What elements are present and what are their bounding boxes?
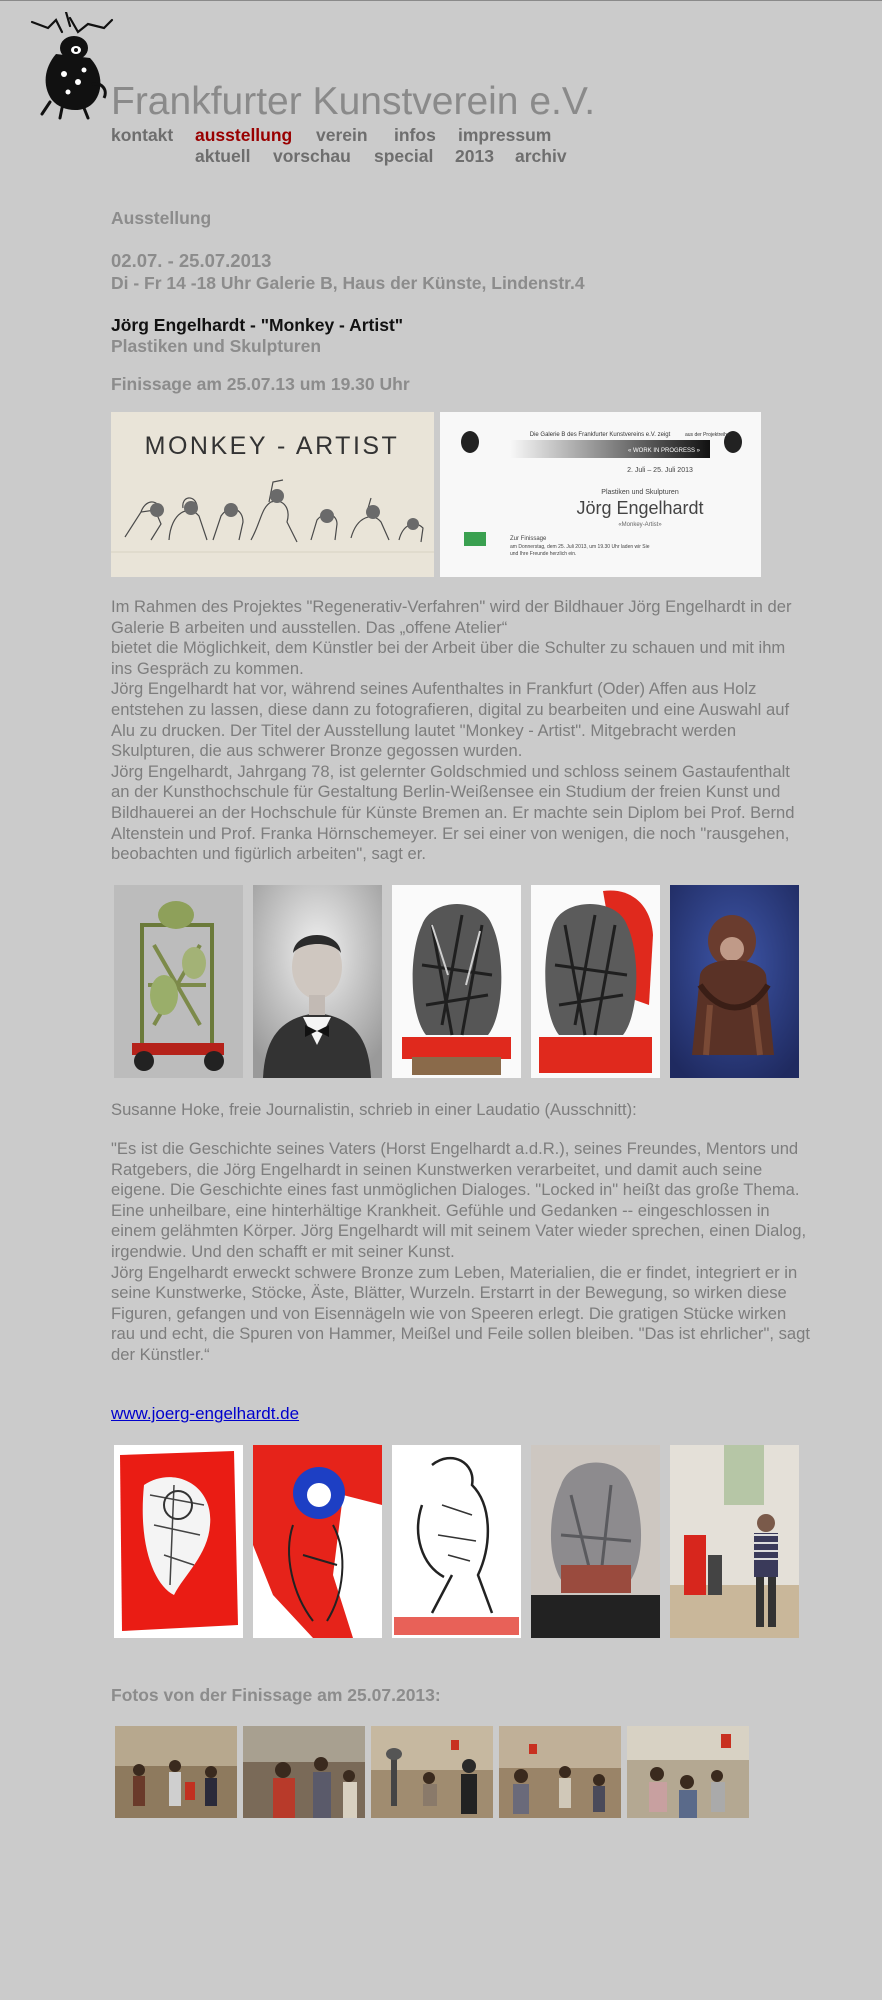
finissage-photo[interactable] (243, 1726, 365, 1818)
artwork-image-blue-red-drawing[interactable] (253, 1445, 382, 1638)
nav-item-verein[interactable]: verein (316, 125, 368, 145)
flyer-dates: 2. Juli – 25. Juli 2013 (627, 467, 693, 474)
finissage-photo[interactable] (371, 1726, 493, 1818)
date-range: 02.07. - 25.07.2013 (111, 250, 272, 271)
artwork-image-artist-in-gallery[interactable] (670, 1445, 799, 1638)
flyer-logo-left (461, 431, 479, 453)
paragraph: bietet die Möglichkeit, dem Künstler bei der Arbeit über die Schulter zu schauen und mit ihm ins Gespräch zu kommen. (111, 638, 786, 678)
flyer-invite-3: und Ihre Freunde herzlich ein. (510, 551, 577, 557)
exhibition-subtitle: Plastiken und Skulpturen (111, 336, 322, 356)
paragraph: Jörg Engelhardt hat vor, während seines Aufenthaltes in Frankfurt (Oder) Affen aus Holz entstehen zu lassen, diese dann zu fotografieren, digital zu bearbeiten und eine Auswahl auf Alu zu drucken. Der Titel der Ausstellung lautet "Monkey - Artist". Mitgebracht werden Skulpturen, die aus schwerer Bronze gegossen wurden. (111, 679, 790, 761)
subnav-item-aktuell[interactable]: aktuell (195, 146, 251, 166)
artwork-image-artist-portrait[interactable] (253, 885, 382, 1078)
finissage-info: Finissage am 25.07.13 um 19.30 Uhr (111, 374, 410, 394)
paragraph: Jörg Engelhardt erweckt schwere Bronze zum Leben, Materialien, die er findet, integriert er in seine Kunstwerke, Stöcke, Äste, Blätter, Wurzeln. Erstarrt in der Bewegung, so wirken diese Figuren, gefangen und von Eisennägeln wie von Speeren erlegt. Die gratigen Stücke wirken rau und echt, die Spuren von Hammer, Meißel und Feile sollen bleiben. "Das ist ehrlicher", sagt der Künstler.“ (111, 1262, 810, 1364)
monkey-logo[interactable] (26, 12, 114, 120)
finissage-photo[interactable] (115, 1726, 237, 1818)
intro-text (111, 597, 811, 865)
flyer-series: « WORK IN PROGRESS » (627, 448, 700, 454)
flyer-subtitle: Plastiken und Skulpturen (601, 489, 679, 496)
artwork-image-monkey-painting[interactable] (670, 885, 799, 1078)
nav-item-impressum[interactable]: impressum (458, 125, 552, 145)
subnav-item-archiv[interactable]: archiv (515, 146, 567, 166)
top-divider (0, 0, 882, 1)
flyer-header: Die Galerie B des Frankfurter Kunstvereins e.V. zeigt (529, 432, 671, 438)
flyer-work: «Monkey-Artist» (618, 522, 662, 528)
paragraph: "Es ist die Geschichte seines Vaters (Horst Engelhardt a.d.R.), seines Freundes, Mentors und Ratgebers, die Jörg Engelhardt in seinen Kunstwerken verarbeitet, und damit auch seine eigene. Die Geschichte eines fast unmöglichen Dialoges. "Locked in" heißt das große Thema. Eine unheilbare, eine hinterhältige Krankheit. Gefühle und Gedanken -- eingeschlossen in einem gelähmten Körper. Jörg Engelhardt will mit seinem Vater wieder sprechen, einen Dialog, irgendwie. Und den schafft er mit seiner Kunst. (111, 1139, 807, 1261)
invitation-flyer[interactable] (440, 412, 761, 577)
nav-item-ausstellung[interactable]: ausstellung (195, 125, 293, 145)
artwork-image-gorilla-bronze[interactable] (392, 885, 521, 1078)
artwork-image-sculpture-photo[interactable] (531, 1445, 660, 1638)
flyer-green-logo (464, 532, 486, 546)
site-title: Frankfurter Kunstverein e.V. (111, 80, 596, 123)
artwork-image-red-drawing[interactable] (114, 1445, 243, 1638)
poster-monkey-artist[interactable] (111, 412, 434, 577)
paragraph: Jörg Engelhardt, Jahrgang 78, ist gelernter Goldschmied und schloss seinem Gastaufenthalt an der Kunsthochschule für Gestaltung Berlin-Weißensee ein Studium der freien Kunst und Bildhauerei an der Hochschule für Künste Bremen an. Er machte sein Diplom bei Prof. Bernd Altenstein und Prof. Franka Hörnschemeyer. Er sei einer von wenigen, die noch "rausgehen, beobachten und figürlich arbeiten", sagt er. (111, 761, 795, 864)
subnav-item-special[interactable]: special (374, 146, 434, 166)
section-heading: Ausstellung (111, 208, 212, 228)
artwork-image-sculpture-cart[interactable] (114, 885, 243, 1078)
opening-hours: Di - Fr 14 -18 Uhr Galerie B, Haus der Künste, Lindenstr.4 (111, 273, 585, 293)
flyer-invite-2: am Donnerstag, dem 25. Juli 2013, um 19.30 Uhr laden wir Sie (510, 544, 650, 550)
finissage-photo[interactable] (627, 1726, 749, 1818)
finissage-photos-heading: Fotos von der Finissage am 25.07.2013: (111, 1685, 441, 1705)
artist-website-link[interactable]: www.joerg-engelhardt.de (111, 1404, 300, 1423)
paragraph: Im Rahmen des Projektes "Regenerativ-Verfahren" wird der Bildhauer Jörg Engelhardt in der Galerie B arbeiten und ausstellen. Das „offene Atelier“ (111, 597, 792, 637)
finissage-photo[interactable] (499, 1726, 621, 1818)
artwork-image-gorilla-red[interactable] (531, 885, 660, 1078)
subnav-item-vorschau[interactable]: vorschau (273, 146, 351, 166)
poster-title: MONKEY - ARTIST (144, 432, 400, 460)
artist-title: Jörg Engelhardt - "Monkey - Artist" (111, 315, 404, 335)
flyer-artist: Jörg Engelhardt (576, 498, 704, 518)
laudatio-intro: Susanne Hoke, freie Journalistin, schrieb in einer Laudatio (Ausschnitt): (111, 1100, 637, 1119)
subnav-item-2013[interactable]: 2013 (455, 146, 494, 166)
flyer-invite-1: Zur Finissage (510, 536, 547, 542)
nav-item-kontakt[interactable]: kontakt (111, 125, 174, 145)
artwork-image-monkey-sketch[interactable] (392, 1445, 521, 1638)
flyer-series-line: aus der Projektreihe (685, 432, 730, 438)
nav-item-infos[interactable]: infos (394, 125, 436, 145)
laudatio-text (111, 1139, 811, 1366)
